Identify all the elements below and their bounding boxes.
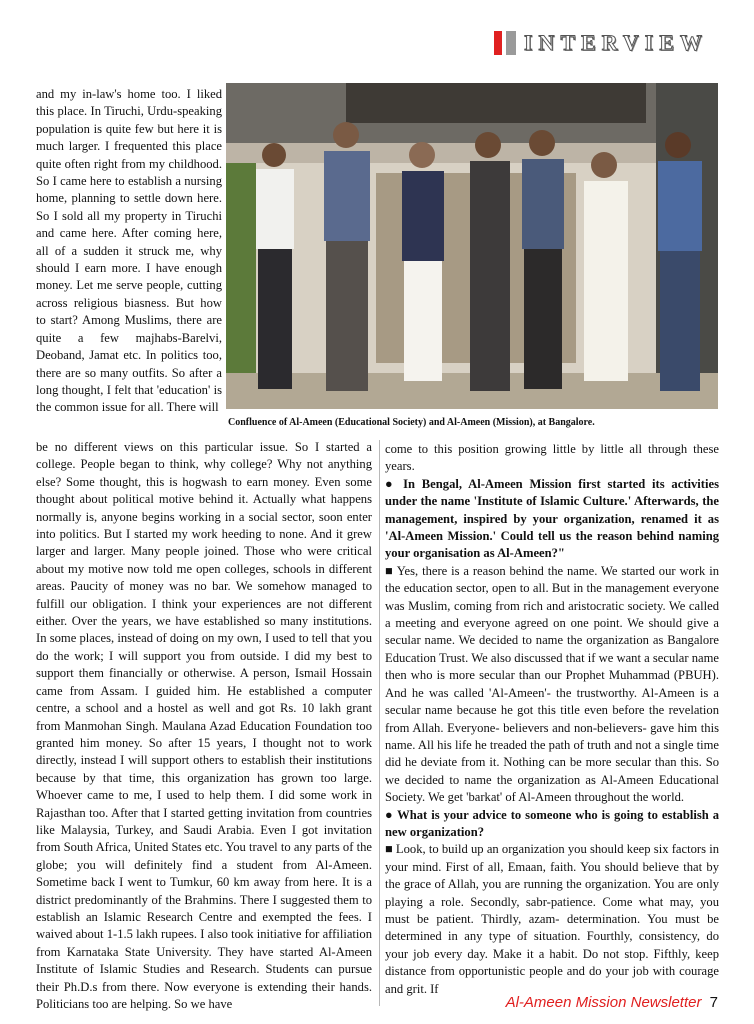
page-number: 7 [709, 994, 718, 1011]
right-column-text [385, 441, 719, 998]
interview-answer: ■ Look, to build up an organization you should keep six factors in your mind. First of all, Emaan, faith. You should believe that by the grace of Allah, you are running the organization. You are only playing a role. Secondly, sabr-patience. Come what may, you must be patient. Thirdly, azam- determination. You must be determined in any type of situation. Fourthly, consistency, do your job every day. Make it a habit. Do not stop. Fifthly, keep distance from opportunistic people and do your job with courage and grit. If [385, 842, 719, 996]
section-header [494, 30, 708, 56]
left-column-top-text [36, 86, 222, 417]
group-photo-illustration [226, 83, 718, 409]
interview-question: ● What is your advice to someone who is going to establish a new organization? [385, 807, 719, 839]
newsletter-name: Al-Ameen Mission Newsletter [505, 994, 702, 1011]
header-red-bar [494, 31, 502, 55]
paragraph: be no different views on this particular issue. So I started a college. People began to think, why college? Why not anything else? Some thought, this is hogwash to earn money. Even some thought about political motive behind it. Actually what happens normally is, anyone begins working in a social sector, soon enter into politics. But I started my work heeding to none. And it grew larger and larger. Many people joined. Those who were critical about my motive now told me open colleges, schools in different areas. Paucity of money was no bar. We somehow managed to fulfill our obligation. I think your experiences are not different either. Over the years, we have established so many institutions. In some places, instead of doing on my own, I used to tell that you do the work; I will support you from outside. I did my best to support them financially or otherwise. A person, Ismail Hossain came from Assam. I guided him. He established a computer centre, a school and a hostel as well and got Rs. 10 lakh grant from Manmohan Singh. Maulana Azad Education Foundation too granted him money. So after 15 years, I thought not to work directly, instead I will support others to establish their institutions because by that time, this organization has grown too large. Whoever came to me, I used to help them. I did some work in Rajasthan too. After that I started getting invitation from countries like Malaysia, Turkey, and Saudi Arabia. Even I got invitation from South Africa, United States etc. You travel to any parts of the globe; you will definitely find a student from Al-Ameen. Sometime back I went to Tumkur, 60 km away from here. It is a district predominantly of the Brahmins. There I suggested them to establish an Islamic Research Centre and exempted the fees. I waived about 1-1.5 lakh rupees. I also took initiative for affiliation from Karnataka State University. They have started Al-Ameen Institute of Islamic Studies and Research. Students can pursue their Ph.D.s from there. Now everyone is extending their hands. Politicians too are helping. So we have [36, 440, 372, 1011]
photo-caption: Confluence of Al-Ameen (Educational Society) and Al-Ameen (Mission), at Bangalore. [228, 417, 595, 428]
left-column-bottom-text [36, 439, 372, 1013]
column-divider [379, 440, 380, 1006]
interview-answer: ■ Yes, there is a reason behind the name. We started our work in the education sector, open to all. But in the management everyone was Muslim, coming from rich and aristocratic society. We called a meeting and everyone agreed on one point. We should give a secular name. We decided to name the organization as Bangalore Education Trust. We also discussed that if we want a secular name then who is more secular than our Prophet Muhammad (PBUH). And he was called 'Al-Ameen'- the trustworthy. Al-Ameen is a secular name because he got this title even before the revelation from Allah. Everyone- believers and non-believers- gave him this name. All his life he treaded the path of truth and not a single time did he deviate from it. Nothing can be more secular than this. So we decided to name the organization as Al-Ameen Educational Society. We get 'barkat' of Al-Ameen throughout the world. [385, 563, 719, 805]
section-title: INTERVIEW [524, 30, 709, 55]
paragraph: and my in-law's home too. I liked this place. In Tiruchi, Urdu-speaking population is quite few but here it is much larger. I frequented this place quite often right from my childhood. So I came here to establish a nursing home, planning to settle down here. So I sold all my property in Tiruchi and came here. After coming here, all of a sudden it struck me, why should I earn more. I have enough money. Let me serve people, cutting across religious biasness. But how to start? Among Muslims, there are quite a few majhabs-Barelvi, Deoband, Jamat etc. In politics too, there are so many outfits. So after a long thought, I felt that 'education' is the common issue for all. There will [36, 87, 222, 415]
page-footer [506, 994, 718, 1011]
header-grey-bar [506, 31, 516, 55]
interview-question: ● In Bengal, Al-Ameen Mission first started its activities under the name 'Institute of Islamic Culture.' Afterwards, the management, inspired by your organization, renamed it as 'Al-Ameen Mission.' Could tell us the reason behind naming your organisation as Al-Ameen?" [385, 476, 719, 561]
group-photo [226, 83, 718, 409]
paragraph: come to this position growing little by little all through these years. [385, 442, 719, 474]
